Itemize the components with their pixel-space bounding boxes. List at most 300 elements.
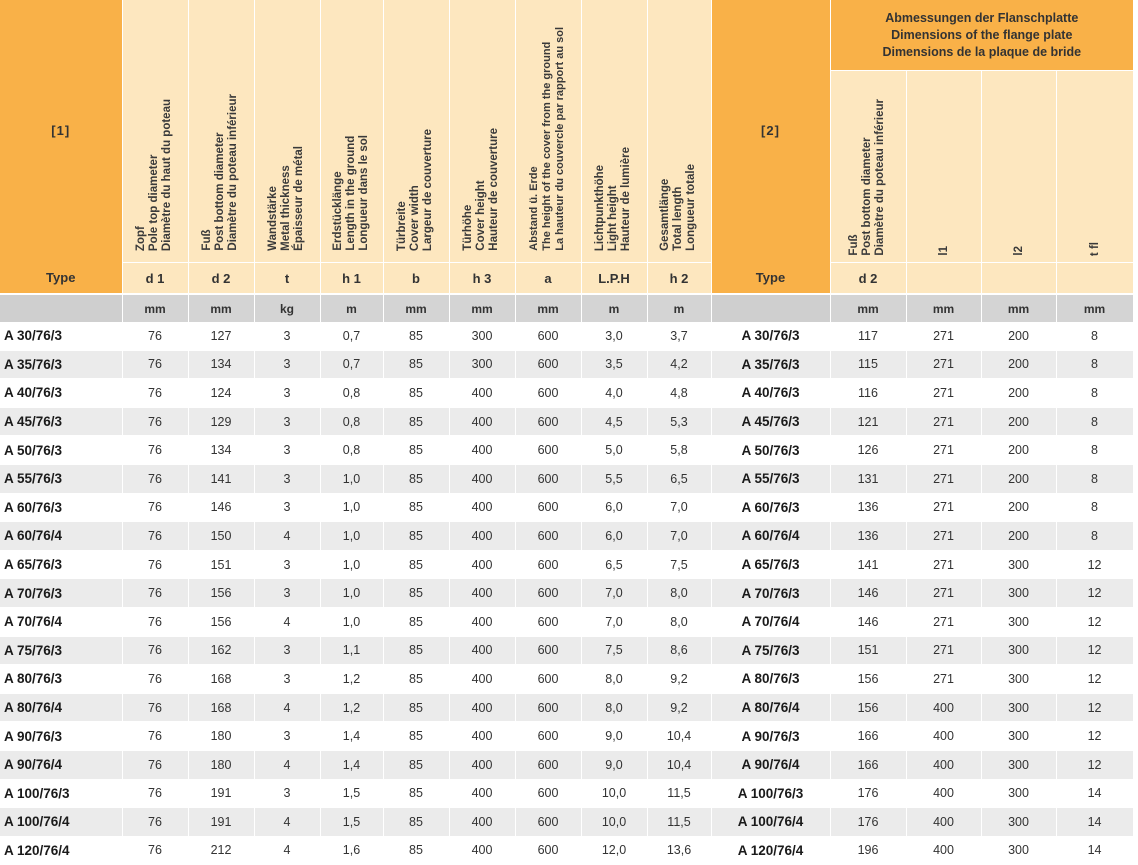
- cell-type-2: A 90/76/3: [711, 722, 830, 751]
- table-header: [0, 0, 1133, 322]
- cell-l1: 271: [906, 436, 981, 465]
- cell-d2: 146: [188, 493, 254, 522]
- cell-d2: 168: [188, 665, 254, 694]
- cell-l2: 300: [981, 665, 1056, 694]
- col-head-d1: [122, 0, 188, 263]
- cell-l1: 271: [906, 350, 981, 379]
- ref-2-cell: [711, 0, 830, 263]
- cell-b: 85: [383, 836, 449, 865]
- cell-h1: 0,8: [320, 407, 383, 436]
- col-head-h2: [647, 0, 711, 263]
- table-row: [0, 550, 1133, 579]
- cell-a: 600: [515, 464, 581, 493]
- cell-lph: 5,5: [581, 464, 647, 493]
- cell-lph: 10,0: [581, 808, 647, 837]
- cell-l1: 271: [906, 665, 981, 694]
- cell-tfl: 12: [1056, 750, 1133, 779]
- cell-lph: 6,0: [581, 522, 647, 551]
- cell-type-2: A 60/76/4: [711, 522, 830, 551]
- cell-lph: 9,0: [581, 722, 647, 751]
- cell-tfl: 8: [1056, 436, 1133, 465]
- cell-h3: 400: [449, 636, 515, 665]
- cell-d2: 180: [188, 750, 254, 779]
- cell-l1: 400: [906, 808, 981, 837]
- cell-d2: 134: [188, 436, 254, 465]
- cell-type: A 30/76/3: [0, 322, 122, 350]
- cell-h1: 1,0: [320, 464, 383, 493]
- cell-b: 85: [383, 464, 449, 493]
- cell-flange-d2: 196: [830, 836, 906, 865]
- symbol-h2: h 2: [647, 263, 711, 295]
- cell-l1: 271: [906, 550, 981, 579]
- cell-t: 3: [254, 665, 320, 694]
- table-row: [0, 579, 1133, 608]
- symbol-t: t: [254, 263, 320, 295]
- cell-type-2: A 70/76/3: [711, 579, 830, 608]
- col-head-h3-text: Türhöhe Cover height Hauteur de couverture: [462, 128, 500, 251]
- symbol-l2: [981, 263, 1056, 295]
- cell-type: A 100/76/4: [0, 808, 122, 837]
- cell-l1: 271: [906, 322, 981, 350]
- cell-h2: 8,6: [647, 636, 711, 665]
- cell-h1: 1,2: [320, 693, 383, 722]
- cell-type: A 75/76/3: [0, 636, 122, 665]
- cell-a: 600: [515, 665, 581, 694]
- cell-lph: 4,0: [581, 379, 647, 408]
- cell-lph: 7,5: [581, 636, 647, 665]
- cell-type: A 50/76/3: [0, 436, 122, 465]
- cell-h1: 0,8: [320, 379, 383, 408]
- cell-d1: 76: [122, 464, 188, 493]
- cell-h2: 5,3: [647, 407, 711, 436]
- cell-flange-d2: 136: [830, 522, 906, 551]
- cell-a: 600: [515, 322, 581, 350]
- cell-flange-d2: 166: [830, 750, 906, 779]
- cell-d1: 76: [122, 808, 188, 837]
- cell-lph: 3,5: [581, 350, 647, 379]
- cell-h2: 5,8: [647, 436, 711, 465]
- unit-l1: mm: [906, 294, 981, 322]
- cell-b: 85: [383, 407, 449, 436]
- cell-l2: 200: [981, 522, 1056, 551]
- cell-tfl: 12: [1056, 665, 1133, 694]
- cell-h2: 13,6: [647, 836, 711, 865]
- cell-flange-d2: 141: [830, 550, 906, 579]
- cell-type: A 80/76/4: [0, 693, 122, 722]
- symbol-b: b: [383, 263, 449, 295]
- cell-d1: 76: [122, 379, 188, 408]
- cell-b: 85: [383, 779, 449, 808]
- col-head-flange-d2-text: Fuß Post bottom diameter Diamètre du poteau inférieur: [848, 99, 886, 256]
- col-head-h3: [449, 0, 515, 263]
- cell-h3: 400: [449, 522, 515, 551]
- cell-h3: 400: [449, 464, 515, 493]
- cell-h1: 1,0: [320, 550, 383, 579]
- table-row: [0, 808, 1133, 837]
- cell-t: 3: [254, 464, 320, 493]
- cell-lph: 8,0: [581, 693, 647, 722]
- cell-l1: 400: [906, 693, 981, 722]
- cell-l1: 271: [906, 579, 981, 608]
- cell-type-2: A 60/76/3: [711, 493, 830, 522]
- cell-d1: 76: [122, 493, 188, 522]
- cell-type-2: A 70/76/4: [711, 607, 830, 636]
- cell-a: 600: [515, 808, 581, 837]
- cell-tfl: 12: [1056, 550, 1133, 579]
- col-head-h2-text: Gesamtlänge Total length Longueur totale: [659, 164, 697, 251]
- cell-type-2: A 100/76/4: [711, 808, 830, 837]
- cell-h3: 400: [449, 407, 515, 436]
- cell-type: A 90/76/3: [0, 722, 122, 751]
- cell-type: A 45/76/3: [0, 407, 122, 436]
- cell-tfl: 14: [1056, 779, 1133, 808]
- cell-tfl: 8: [1056, 350, 1133, 379]
- symbol-lph: L.P.H: [581, 263, 647, 295]
- cell-t: 3: [254, 550, 320, 579]
- cell-tfl: 8: [1056, 322, 1133, 350]
- cell-a: 600: [515, 407, 581, 436]
- cell-type-2: A 30/76/3: [711, 322, 830, 350]
- unit-t: kg: [254, 294, 320, 322]
- cell-h2: 8,0: [647, 579, 711, 608]
- cell-h3: 300: [449, 350, 515, 379]
- col-head-a: [515, 0, 581, 263]
- cell-t: 4: [254, 808, 320, 837]
- cell-b: 85: [383, 550, 449, 579]
- cell-type-2: A 75/76/3: [711, 636, 830, 665]
- cell-tfl: 12: [1056, 722, 1133, 751]
- table-row: [0, 607, 1133, 636]
- cell-h2: 4,2: [647, 350, 711, 379]
- table-row: [0, 750, 1133, 779]
- cell-h3: 400: [449, 693, 515, 722]
- cell-tfl: 8: [1056, 407, 1133, 436]
- cell-tfl: 14: [1056, 808, 1133, 837]
- cell-d2: 191: [188, 808, 254, 837]
- cell-flange-d2: 117: [830, 322, 906, 350]
- cell-tfl: 8: [1056, 379, 1133, 408]
- cell-type: A 60/76/4: [0, 522, 122, 551]
- cell-h2: 10,4: [647, 750, 711, 779]
- cell-t: 3: [254, 379, 320, 408]
- cell-b: 85: [383, 693, 449, 722]
- cell-type: A 100/76/3: [0, 779, 122, 808]
- cell-d1: 76: [122, 636, 188, 665]
- table-body: [0, 322, 1133, 865]
- cell-type: A 60/76/3: [0, 493, 122, 522]
- cell-d2: 191: [188, 779, 254, 808]
- cell-type-2: A 35/76/3: [711, 350, 830, 379]
- cell-d1: 76: [122, 350, 188, 379]
- flange-title-cell: [830, 0, 1133, 71]
- cell-b: 85: [383, 579, 449, 608]
- cell-tfl: 8: [1056, 464, 1133, 493]
- cell-type-2: A 90/76/4: [711, 750, 830, 779]
- cell-l2: 200: [981, 436, 1056, 465]
- cell-b: 85: [383, 665, 449, 694]
- cell-tfl: 8: [1056, 522, 1133, 551]
- cell-h2: 9,2: [647, 665, 711, 694]
- cell-h3: 400: [449, 436, 515, 465]
- cell-h1: 1,6: [320, 836, 383, 865]
- cell-lph: 7,0: [581, 579, 647, 608]
- cell-flange-d2: 115: [830, 350, 906, 379]
- unit-lph: m: [581, 294, 647, 322]
- cell-h1: 1,4: [320, 722, 383, 751]
- cell-lph: 9,0: [581, 750, 647, 779]
- cell-b: 85: [383, 493, 449, 522]
- cell-d1: 76: [122, 693, 188, 722]
- cell-l1: 271: [906, 379, 981, 408]
- cell-h3: 400: [449, 779, 515, 808]
- cell-lph: 6,0: [581, 493, 647, 522]
- header-title-row: [0, 0, 1133, 71]
- cell-flange-d2: 156: [830, 693, 906, 722]
- cell-a: 600: [515, 550, 581, 579]
- cell-type-2: A 80/76/4: [711, 693, 830, 722]
- table-row: [0, 379, 1133, 408]
- table-row: [0, 522, 1133, 551]
- symbol-d1: d 1: [122, 263, 188, 295]
- cell-a: 600: [515, 350, 581, 379]
- col-head-tfl: [1056, 71, 1133, 263]
- cell-lph: 10,0: [581, 779, 647, 808]
- cell-t: 4: [254, 522, 320, 551]
- cell-flange-d2: 146: [830, 579, 906, 608]
- col-head-d2: [188, 0, 254, 263]
- cell-l2: 300: [981, 779, 1056, 808]
- cell-d2: 141: [188, 464, 254, 493]
- cell-tfl: 12: [1056, 636, 1133, 665]
- cell-h2: 10,4: [647, 722, 711, 751]
- cell-type: A 65/76/3: [0, 550, 122, 579]
- unit-d1: mm: [122, 294, 188, 322]
- cell-d2: 150: [188, 522, 254, 551]
- cell-flange-d2: 156: [830, 665, 906, 694]
- cell-t: 4: [254, 693, 320, 722]
- col-head-h1: [320, 0, 383, 263]
- unit-row: [0, 294, 1133, 322]
- cell-h3: 400: [449, 808, 515, 837]
- symbol-l1: [906, 263, 981, 295]
- col-head-l1: [906, 71, 981, 263]
- symbol-d2: d 2: [188, 263, 254, 295]
- cell-tfl: 12: [1056, 607, 1133, 636]
- cell-l1: 271: [906, 522, 981, 551]
- cell-d1: 76: [122, 436, 188, 465]
- unit-b: mm: [383, 294, 449, 322]
- cell-type: A 90/76/4: [0, 750, 122, 779]
- cell-tfl: 12: [1056, 579, 1133, 608]
- cell-lph: 5,0: [581, 436, 647, 465]
- cell-lph: 7,0: [581, 607, 647, 636]
- col-head-l2: [981, 71, 1056, 263]
- cell-tfl: 12: [1056, 693, 1133, 722]
- ref-1-label: [1]: [51, 123, 71, 139]
- cell-d1: 76: [122, 836, 188, 865]
- cell-b: 85: [383, 808, 449, 837]
- cell-tfl: 14: [1056, 836, 1133, 865]
- cell-type: A 70/76/4: [0, 607, 122, 636]
- cell-type-2: A 80/76/3: [711, 665, 830, 694]
- cell-d1: 76: [122, 779, 188, 808]
- cell-flange-d2: 126: [830, 436, 906, 465]
- cell-l2: 200: [981, 493, 1056, 522]
- table-row: [0, 665, 1133, 694]
- cell-d2: 156: [188, 607, 254, 636]
- cell-l1: 271: [906, 493, 981, 522]
- ref-1-cell: [0, 0, 122, 263]
- cell-type: A 40/76/3: [0, 379, 122, 408]
- cell-a: 600: [515, 436, 581, 465]
- cell-d1: 76: [122, 750, 188, 779]
- cell-a: 600: [515, 693, 581, 722]
- cell-flange-d2: 136: [830, 493, 906, 522]
- table-row: [0, 322, 1133, 350]
- type-label-1: Type: [0, 263, 122, 295]
- unit-l2: mm: [981, 294, 1056, 322]
- cell-t: 3: [254, 407, 320, 436]
- cell-l2: 300: [981, 722, 1056, 751]
- cell-a: 600: [515, 579, 581, 608]
- cell-h2: 3,7: [647, 322, 711, 350]
- table-row: [0, 779, 1133, 808]
- cell-l2: 200: [981, 322, 1056, 350]
- cell-t: 3: [254, 350, 320, 379]
- cell-b: 85: [383, 636, 449, 665]
- cell-b: 85: [383, 722, 449, 751]
- col-head-b: [383, 0, 449, 263]
- cell-b: 85: [383, 607, 449, 636]
- cell-h3: 400: [449, 550, 515, 579]
- unit-a: mm: [515, 294, 581, 322]
- table-row: [0, 350, 1133, 379]
- cell-a: 600: [515, 836, 581, 865]
- cell-l1: 400: [906, 836, 981, 865]
- cell-h1: 0,7: [320, 322, 383, 350]
- cell-h3: 400: [449, 665, 515, 694]
- cell-a: 600: [515, 779, 581, 808]
- unit-d2: mm: [188, 294, 254, 322]
- cell-type: A 70/76/3: [0, 579, 122, 608]
- cell-d2: 212: [188, 836, 254, 865]
- col-head-h1-text: Erdstücklänge Length in the ground Longueur dans le sol: [331, 135, 370, 251]
- cell-t: 3: [254, 579, 320, 608]
- cell-d2: 129: [188, 407, 254, 436]
- cell-h2: 7,5: [647, 550, 711, 579]
- cell-d1: 76: [122, 722, 188, 751]
- cell-l2: 300: [981, 607, 1056, 636]
- cell-l1: 400: [906, 779, 981, 808]
- cell-flange-d2: 166: [830, 722, 906, 751]
- unit-blank-2: [711, 294, 830, 322]
- cell-d1: 76: [122, 607, 188, 636]
- cell-flange-d2: 176: [830, 779, 906, 808]
- cell-lph: 3,0: [581, 322, 647, 350]
- symbol-row: [0, 263, 1133, 295]
- cell-h2: 11,5: [647, 779, 711, 808]
- cell-h1: 1,1: [320, 636, 383, 665]
- table-row: [0, 493, 1133, 522]
- cell-l2: 300: [981, 836, 1056, 865]
- ref-2-label: [2]: [761, 123, 780, 139]
- cell-h3: 400: [449, 750, 515, 779]
- cell-h2: 4,8: [647, 379, 711, 408]
- table-row: [0, 722, 1133, 751]
- cell-d2: 127: [188, 322, 254, 350]
- cell-b: 85: [383, 322, 449, 350]
- cell-a: 600: [515, 379, 581, 408]
- col-head-l2-text: l2: [1012, 246, 1025, 256]
- cell-d1: 76: [122, 522, 188, 551]
- cell-type-2: A 100/76/3: [711, 779, 830, 808]
- cell-h2: 9,2: [647, 693, 711, 722]
- type-label-2: Type: [711, 263, 830, 295]
- symbol-a: a: [515, 263, 581, 295]
- col-head-lph-text: Lichtpunkthöhe Light height Hauteur de lumière: [594, 146, 632, 251]
- cell-b: 85: [383, 750, 449, 779]
- cell-d1: 76: [122, 665, 188, 694]
- symbol-h3: h 3: [449, 263, 515, 295]
- unit-h3: mm: [449, 294, 515, 322]
- col-head-a-text: Abstand ü. Erde The height of the cover from the ground La hauteur du couvercle par rapport au sol: [528, 27, 566, 251]
- cell-h3: 400: [449, 722, 515, 751]
- flange-title-de: Abmessungen der Flanschplatte: [885, 10, 1079, 25]
- cell-h1: 0,7: [320, 350, 383, 379]
- cell-d1: 76: [122, 407, 188, 436]
- cell-t: 4: [254, 750, 320, 779]
- table-row: [0, 836, 1133, 865]
- cell-h3: 400: [449, 379, 515, 408]
- col-head-t: [254, 0, 320, 263]
- cell-a: 600: [515, 722, 581, 751]
- col-head-d2-text: Fuß Post bottom diameter Diamètre du poteau inférieur: [201, 94, 239, 251]
- cell-flange-d2: 116: [830, 379, 906, 408]
- cell-a: 600: [515, 636, 581, 665]
- cell-d2: 134: [188, 350, 254, 379]
- cell-type-2: A 55/76/3: [711, 464, 830, 493]
- cell-h1: 1,0: [320, 522, 383, 551]
- cell-lph: 6,5: [581, 550, 647, 579]
- cell-a: 600: [515, 493, 581, 522]
- cell-h2: 11,5: [647, 808, 711, 837]
- symbol-flange-d2: d 2: [830, 263, 906, 295]
- cell-type-2: A 45/76/3: [711, 407, 830, 436]
- col-head-tfl-text: t fl: [1088, 241, 1101, 256]
- cell-h2: 6,5: [647, 464, 711, 493]
- cell-h1: 1,5: [320, 808, 383, 837]
- cell-l1: 400: [906, 750, 981, 779]
- unit-tfl: mm: [1056, 294, 1133, 322]
- cell-t: 3: [254, 436, 320, 465]
- cell-l2: 300: [981, 579, 1056, 608]
- cell-h3: 400: [449, 836, 515, 865]
- cell-t: 4: [254, 836, 320, 865]
- symbol-tfl: [1056, 263, 1133, 295]
- cell-h2: 7,0: [647, 493, 711, 522]
- cell-flange-d2: 151: [830, 636, 906, 665]
- cell-type: A 55/76/3: [0, 464, 122, 493]
- cell-t: 3: [254, 322, 320, 350]
- cell-l2: 300: [981, 636, 1056, 665]
- cell-type-2: A 40/76/3: [711, 379, 830, 408]
- cell-l2: 300: [981, 750, 1056, 779]
- table-row: [0, 464, 1133, 493]
- cell-d1: 76: [122, 550, 188, 579]
- cell-l2: 200: [981, 350, 1056, 379]
- cell-flange-d2: 176: [830, 808, 906, 837]
- cell-h3: 400: [449, 579, 515, 608]
